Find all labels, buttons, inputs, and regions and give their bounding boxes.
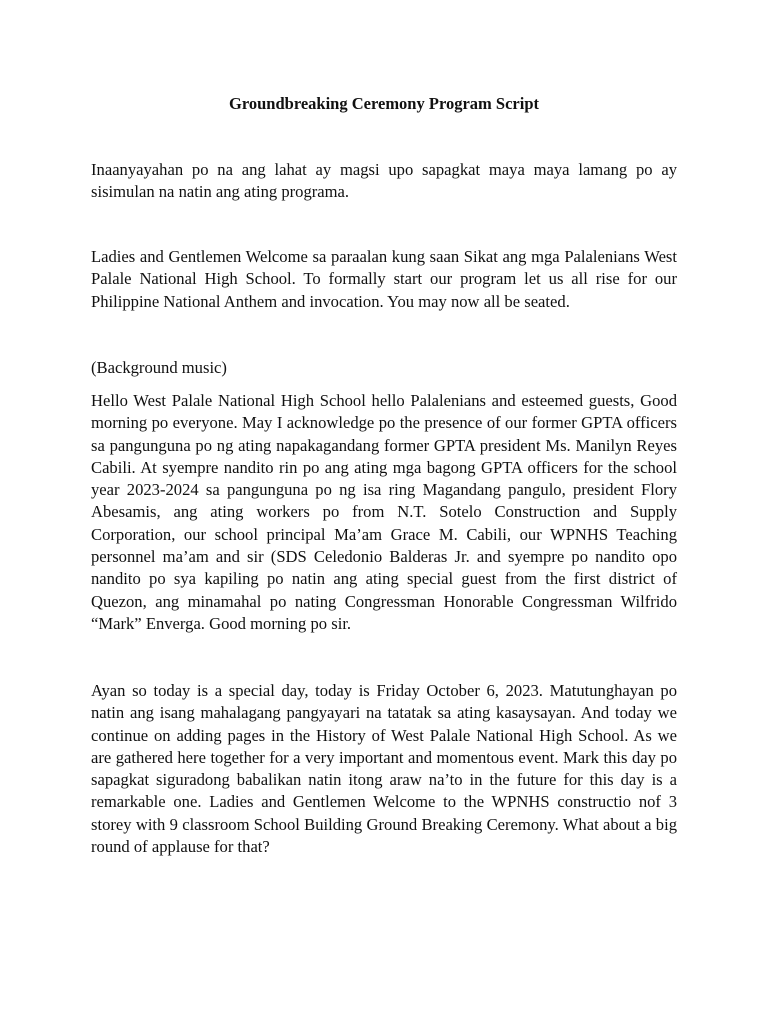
paragraph-invitation: Inaanyayahan po na ang lahat ay magsi upo sapagkat maya maya lamang po ay sisimulan na natin ang ating programa.: [91, 160, 677, 202]
paragraph-acknowledgement: Hello West Palale National High School hello Palalenians and esteemed guests, Good morning po everyone. May I acknowledge po the presence of our former GPTA officers sa pangunguna po ng ating napakagandang former GPTA president Ms. Manilyn Reyes Cabili. At syempre nandito rin po ang ating mga bagong GPTA officers for the school year 2023-2024 sa pangunguna po ng isa ring Magandang pangulo, president Flory Abesamis, ang ating workers po from N.T. Sotelo Construction and Supply Corporation, our school principal Ma’am Grace M. Cabili, our WPNHS Teaching personnel ma’am and sir (SDS Celedonio Balderas Jr. and syempre po nandito opo nandito po sya kapiling po natin ang ating special guest from the first district of Quezon, ang minamahal po nating Congressman Honorable Congressman Wilfrido “Mark” Enverga. Good morning po sir.: [91, 391, 677, 633]
paragraph-special-day: Ayan so today is a special day, today is Friday October 6, 2023. Matutunghayan po natin ang isang mahalagang pangyayari na tatatak sa ating kasaysayan. And today we continue on adding pages in the History of West Palale National High School. As we are gathered here together for a very important and momentous event. Mark this day po sapagkat siguradong babalikan natin itong araw na’to in the future for this day is a remarkable one. Ladies and Gentlemen Welcome to the WPNHS constructio nof 3 storey with 9 classroom School Building Ground Breaking Ceremony. What about a big round of applause for that?: [91, 681, 677, 857]
document-title: Groundbreaking Ceremony Program Script: [229, 94, 539, 113]
paragraph-welcome: Ladies and Gentlemen Welcome sa paraalan kung saan Sikat ang mga Palalenians West Palale National High School. To formally start our program let us all rise for our Philippine National Anthem and invocation. You may now all be seated.: [91, 247, 677, 311]
paragraph-background-music: (Background music): [91, 358, 227, 377]
